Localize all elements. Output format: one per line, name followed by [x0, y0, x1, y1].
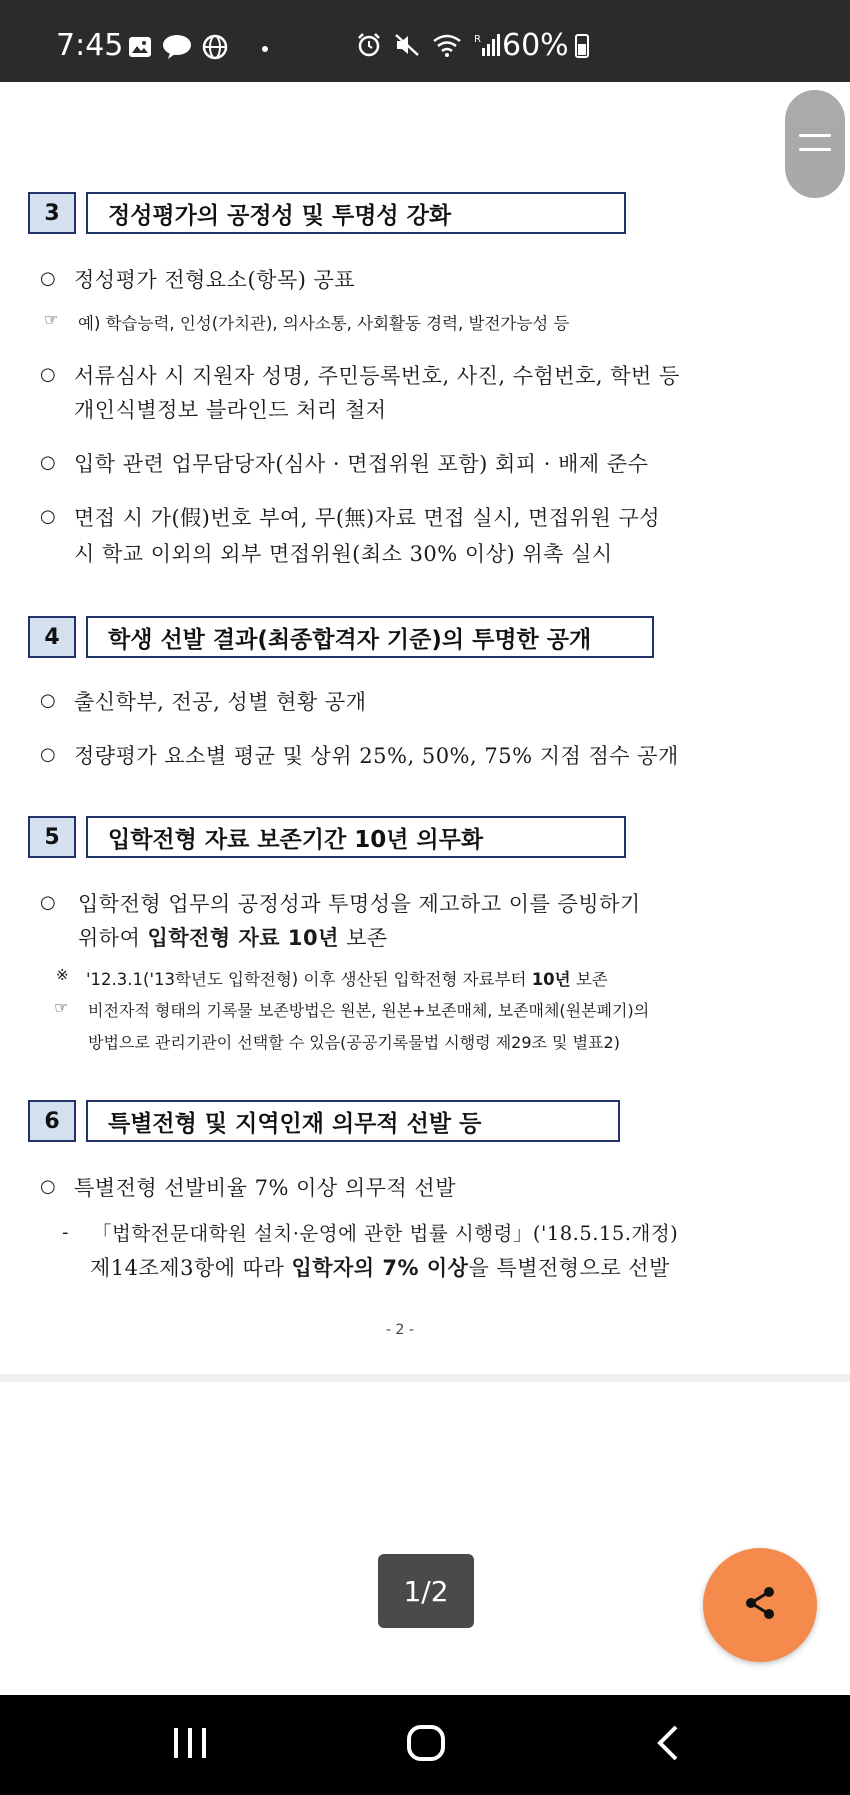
text-line: 위하여 입학전형 자료 10년 보존 [78, 926, 388, 950]
text-line: 특별전형 선발비율 7% 이상 의무적 선발 [74, 1176, 456, 1200]
text-line: 입학전형 업무의 공정성과 투명성을 제고하고 이를 증빙하기 [78, 892, 641, 916]
section-title: 입학전형 자료 보존기간 10년 의무화 [86, 816, 626, 858]
circle-bullet: ○ [40, 892, 56, 913]
navigation-bar [0, 1695, 850, 1795]
home-button[interactable] [386, 1695, 466, 1795]
home-icon [406, 1724, 446, 1766]
text-line: 비전자적 형태의 기록물 보존방법은 원본, 원본+보존매체, 보존매체(원본폐기)의 [88, 1001, 650, 1020]
circle-bullet: ○ [40, 744, 56, 765]
share-button[interactable] [703, 1548, 817, 1662]
text-line: 면접 시 가(假)번호 부여, 무(無)자료 면접 실시, 면접위원 구성 [74, 506, 661, 530]
text-line: 개인식별정보 블라인드 처리 철저 [74, 398, 387, 422]
battery-level: 60% [502, 28, 569, 63]
text-line: 서류심사 시 지원자 성명, 주민등록번호, 사진, 수험번호, 학번 등 [74, 364, 680, 388]
page-number: - 2 - [386, 1322, 414, 1338]
pointer-icon: ☞ [44, 310, 59, 329]
text-line: 시 학교 이외의 외부 면접위원(최소 30% 이상) 위촉 실시 [74, 542, 613, 566]
section-title: 학생 선발 결과(최종합격자 기준)의 투명한 공개 [86, 616, 654, 658]
recent-apps-icon [172, 1726, 208, 1764]
notification-dot [262, 46, 268, 52]
back-button[interactable] [628, 1695, 708, 1795]
text-line: 예) 학습능력, 인성(가치관), 의사소통, 사회활동 경력, 발전가능성 등 [78, 314, 570, 333]
text-line: 정량평가 요소별 평균 및 상위 25%, 50%, 75% 지점 점수 공개 [74, 744, 679, 768]
section-title: 특별전형 및 지역인재 의무적 선발 등 [86, 1100, 620, 1142]
section-number: 5 [28, 816, 76, 858]
circle-bullet: ○ [40, 268, 56, 289]
circle-bullet: ○ [40, 1176, 56, 1197]
circle-bullet: ○ [40, 506, 56, 527]
scroll-handle[interactable] [785, 90, 845, 198]
gallery-icon [128, 36, 152, 62]
recent-apps-button[interactable] [150, 1695, 230, 1795]
text-line: 정성평가 전형요소(항목) 공표 [74, 268, 356, 292]
note-icon: ※ [56, 966, 69, 984]
circle-bullet: ○ [40, 452, 56, 473]
text-line: '12.3.1('13학년도 입학전형) 이후 생산된 입학전형 자료부터 10년 보존 [86, 970, 608, 989]
document-page[interactable] [0, 82, 850, 1374]
wifi-icon [432, 32, 462, 62]
page-indicator: 1/2 [378, 1554, 474, 1628]
page-separator [0, 1374, 850, 1382]
text-line: 제14조제3항에 따라 입학자의 7% 이상을 특별전형으로 선발 [90, 1256, 670, 1280]
pointer-icon: ☞ [54, 998, 69, 1017]
section-number: 4 [28, 616, 76, 658]
circle-bullet: ○ [40, 364, 56, 385]
talk-icon [162, 34, 192, 64]
status-time: 7:45 [56, 28, 124, 63]
circle-bullet: ○ [40, 690, 56, 711]
mute-icon [394, 32, 420, 62]
text-line: 입학 관련 업무담당자(심사 · 면접위원 포함) 회피 · 배제 준수 [74, 452, 649, 476]
section-number: 6 [28, 1100, 76, 1142]
globe-icon [202, 34, 228, 64]
text-line: 방법으로 관리기관이 선택할 수 있음(공공기록물법 시행령 제29조 및 별표2) [88, 1033, 620, 1052]
text-line: 출신학부, 전공, 성별 현황 공개 [74, 690, 367, 714]
signal-icon [474, 32, 502, 62]
battery-icon [575, 34, 589, 58]
back-icon [654, 1724, 682, 1766]
status-bar [0, 0, 850, 82]
svg-text:R: R [474, 34, 481, 45]
dash-bullet: - [62, 1222, 69, 1243]
share-icon [740, 1583, 780, 1627]
text-line: 「법학전문대학원 설치·운영에 관한 법률 시행령」('18.5.15.개정) [92, 1222, 679, 1245]
alarm-icon [356, 32, 382, 62]
section-number: 3 [28, 192, 76, 234]
section-title: 정성평가의 공정성 및 투명성 강화 [86, 192, 626, 234]
